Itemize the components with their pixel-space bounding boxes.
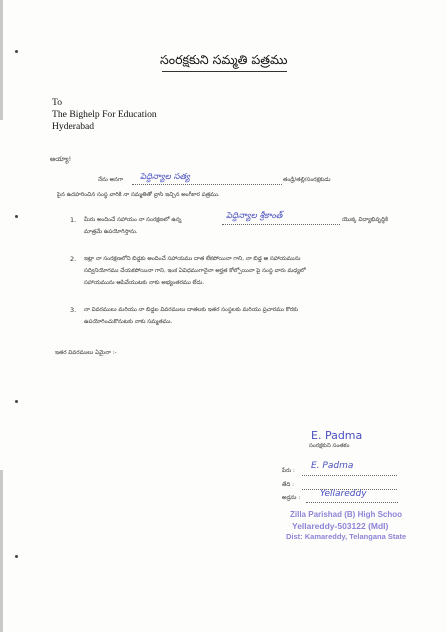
intro-name-dotline [132, 184, 282, 185]
school-stamp-line-1: Zilla Parishad (B) High Schoo [290, 510, 403, 519]
address-to: To [52, 97, 62, 108]
intro-line-2: పైన ఉదహరించిన సంస్థ వారికి నా సమ్మతితో వ్రాసి ఇచ్చిన అంగీకార పత్రము. [57, 192, 220, 198]
title-underline [162, 71, 287, 72]
date-field-label: తేది : [282, 482, 294, 488]
name-field-dotline [302, 475, 397, 476]
school-stamp-line-3: Dist: Kamareddy, Telangana State [286, 532, 407, 541]
item-1-number: 1. [70, 216, 77, 224]
punch-hole-mark [15, 215, 18, 218]
address-organization: The Bighelp For Education [52, 109, 157, 120]
other-details-label: ఇతర వివరములు ఏమైనా :- [55, 350, 117, 356]
punch-hole-mark [15, 400, 18, 403]
name-field-label: పేరు : [282, 468, 295, 474]
intro-handwritten-name: పెద్దిన్యాల సత్య [140, 172, 190, 182]
salutation: అయ్యా! [50, 155, 72, 163]
guardian-signature: E. Padma [311, 429, 363, 442]
address-field-dotline [306, 502, 398, 503]
item-2-line-3: సహాయమును ఆపివేయుటకు నాకు అభ్యంతరము లేదు. [84, 280, 205, 286]
punch-hole-mark [15, 50, 18, 53]
scan-edge-top [0, 0, 3, 120]
item-3-line-1: నా వివరములు మరియు నా బిడ్డల వివరములు దాతలకు ఇతర సంస్థలకు మరియు ప్రచారము కొరకు [84, 307, 298, 313]
punch-hole-mark [15, 555, 18, 558]
item-1-line-1-suffix: యొక్క విద్యాభివృద్ధికి [342, 217, 389, 223]
item-2-number: 2. [70, 255, 77, 263]
address-field-value: Yellareddy [320, 489, 367, 499]
item-2-line-1: ఇట్లా నా సంరక్షణలోని బిడ్డకు అందించే సహాయము దాత లేకపోయినా గాని, నా బిడ్డ ఆ సహాయమును [84, 256, 301, 262]
intro-prefix: నేను అనగా [98, 177, 124, 183]
signature-label: సంరక్షకుని సంతకం [309, 443, 350, 449]
item-3-line-2: ఉపయోగించుకొనుటకు నాకు సమ్మతము. [84, 319, 173, 325]
item-1-handwritten-ward: పెద్దిన్యాల శ్రీకాంత్ [226, 211, 283, 221]
item-3-number: 3. [70, 306, 77, 314]
address-city: Hyderabad [52, 121, 95, 132]
document-title: సంరక్షకుని సమ్మతి పత్రము [160, 52, 288, 67]
address-field-label: అడ్రను : [282, 495, 301, 501]
intro-relation: తండ్రి/తల్లి/సంరక్షకుడు [283, 177, 331, 183]
scan-edge-bottom [0, 470, 3, 632]
item-1-line-1-prefix: మీరు అందించే సహాయం నా సంరక్షణలో ఉన్న [84, 217, 182, 223]
name-field-value: E. Padma [311, 461, 354, 471]
school-stamp-line-2: Yellareddy-503122 (Mdl) [292, 521, 389, 531]
item-2-line-2: సద్వినియోగము చేయకపోయినా గాని, ఇంక ఏవిధముగానైనా అర్హత కోల్పోయినా పై సంస్థ వారు మధ్యలో [84, 268, 306, 274]
item-1-ward-dotline [222, 224, 340, 225]
item-1-line-2: మాత్రమే ఉపయోగిస్తాను. [84, 229, 138, 235]
